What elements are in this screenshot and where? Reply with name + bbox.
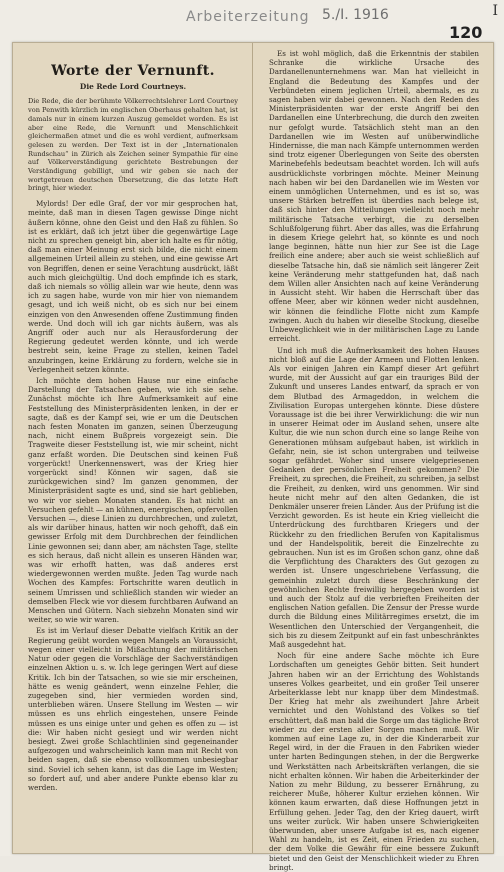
right-column — [269, 49, 479, 872]
left-paragraph-1: Mylords! Der edle Graf, der vor mir gesprochen hat, meinte, daß man in diesen Tagen gewisse Dinge nicht äußern könne, ohne den Geist und den Haß zu fühlen. So ist es erklärt, daß ich jetzt über die gegenwärtige Lage nicht zu sprechen geneigt bin, aber ich halte es für nötig, daß man einer Meinung erst sich bilde, die nicht einem allgemeinen Urteil allein zu stehen, und eine gewisse Art von Begriffen, denen er seine Verachtung ausdrückt, läßt auch mich gleichgültig. Und doch empfinde ich es stark, daß ich niemals so völlig allein war wie heute, denn was ich zu sagen habe, wurde von mir hier von niemandem gesagt, und ich weiß nicht, ob es sich nur bei einem einzigen von den Anwesenden offene Zustimmung finden werde. Und doch will ich gar nichts äußern, was als Angriff oder auch nur als Herausforderung der Regierung gedeutet werden könnte, und ich werde bestrebt sein, keine Frage zu stellen, keinen Tadel anzubringen, keine Erklärung zu fordern, welche sie in Verlegenheit setzen könnte. — [28, 199, 238, 374]
article-title: Worte der Vernunft. — [51, 63, 215, 79]
corner-mark: I — [492, 3, 498, 19]
page-number: 120 — [449, 23, 483, 42]
left-paragraph-2: Ich möchte dem hohen Hause nur eine einfache Darstellung der Tatsachen geben, wie ich sie sehe. Zunächst möchte ich Ihre Aufmerksamkeit auf eine Feststellung des Ministerpräsidenten lenken, in der er sagte, daß es der Kampf sei, wie er um die Deutschen nach festen Monaten im ganzen, seinen Überzeugung nach, nicht einem Bußpreis vorgezeigt sein. Die Tragweite dieser Feststellung ist, wie mir scheint, nicht ganz erfaßt worden. Die Deutschen sind keinen Fuß vorgerückt! Unerkennenswert, was der Krieg hier vorgerückt sind! Können wir sagen, daß sie zurückgewichen sind? Im ganzen genommen, der Ministerpräsident sagte es und, sind sie hart geblieben, wo wir vor sieben Monaten standen. Es hat nicht an Versuchen gefehlt — an kühnen, energischen, opfervollen Versuchen —, diese Linien zu durchbrechen, und zuletzt, als wir darüber hinaus, hatten wir noch gehofft, daß ein gewisser Erfolg mit dem Durchbrechen der feindlichen Linie gewonnen sei; dann aber, am nächsten Tage, stellte es sich heraus, daß nicht allein es unseren Händen war, was wir erhofft hatten, was daß anderes erst wiedergewonnen werden mußte. Jeden Tag wurde nach Wochen des Kampfes: Fortschritte waren deutlich in seinem Umrissen und schließlich standen wir wieder an demselben Fleck wie vor diesem furchtbaren Aufwand an Menschen und Gütern. Nach siebzehn Monaten sind wir weiter, so wie wir waren. — [28, 376, 238, 625]
article-subtitle: Die Rede Lord Courtneys. — [79, 82, 187, 92]
newspaper-name-note: Arbeiterzeitung — [186, 9, 310, 25]
date-note: 5./I. 1916 — [322, 7, 389, 23]
right-paragraph-1: Es ist wohl möglich, daß die Erkenntnis der stabilen Schranke die wirkliche Ursache des Dardanellenunternehmens war. Man hat vielleicht in England die Bedeutung des Kampfes und der Verbündeten einem jeglichen Urteil, abermals, es zu sagen haben wir dabei gewonnen. Nach den Reden des Ministerpräsidenten war der erste Angriff bei den Dardanellen eine Unterbrechung, die durch den zweiten nur gefolgt wurde. Tatsächlich steht man an den Dardanellen wie im Westen auf unüberwindliche Hindernisse, die man nach Kämpfe unternommen werden sind trotz eigener Überlegungen von Seite des obersten Marinebefehls bedeutsam beachtet worden. Ich will aufs ausdrücklichste vorbringen möchte. Meiner Meinung nach haben wir bei den Dardanellen wie im Westen vor einem unmöglichen Unternehmen, und es ist so, was unsere Stärken betreffen ist überdies nach belege ist, daß sich hinter den Mitteilungen vielleicht noch mehr militärische Tatsache verbirgt, die zu derselben Schlußfolgerung führt. Aber das alles, was die Erfahrung in diesem Kriege gelehrt hat, so könnte es und noch lange beginnen, hätte nun hier zur See ist die Lage freilich eine andere; aber auch sie weist schließlich auf dieselbe Tatsache hin, daß sie nämlich seit längerer Zeit keine Veränderung mehr stattgefunden hat, daß nach dem Willen aller Ansichten nach auf keine Veränderung in Aussicht steht. Wir haben die Herrschaft über das offene Meer, aber wir können weder nicht ausdehnen, wir können die feindliche Flotte nicht zum Kampfe zwingen. Auch du haben wir dieselbe Stockung, dieselbe Unbeweglichkeit wie in der militärischen Lage zu Lande erreicht. — [269, 49, 479, 344]
right-paragraph-2: Und ich muß die Aufmerksamkeit des hohen Hauses nicht bloß auf die Lage der Armeen und Flotten lenken. Als vor einigen Jahren ein Kampf dieser Art geführt wurde, mit der Aussicht auf gar ein trauriges Bild der Zukunft und unseres Landes entwarf, da sprach er von dem Blutbad des Armageddon, in welchem die Zivilisation Europas untergehen könnte. Diese düstere Voraussage ist die bei ihrer Verwirklichung: die wir nun in unserer Heimat oder im Ausland sehen, unsere alte Kultur, die wie nun schon durch eine so lange Reihe von Generationen mühsam aufgebaut haben, ist wirklich in Gefahr, nein, sie ist schon untergraben und teilweise sogar gefährdet. Woher sind unsere vielgepriesenen Gedanken der persönlichen Freiheit gekommen? Die Freiheit, zu sprechen, die Freiheit, zu schreiben, ja selbst die Freiheit, zu denken, wird uns genommen. Wir sind heute nicht mehr auf den alten Gedanken, die ist Denkmäler unserer freien Länder. Aus der Prüfung ist die Verzicht geworden. Es ist heute ein Krieg vielleicht die Unterdrückung des furchtbaren Kriegers und der Rückkehr zu den friedlichen Berufen von Kapitalismus und der Handelspolitik, bereit die Einzelrechte zu gebrauchen. Nun ist es im Großen schon ganz, ohne daß die Verpflichtung des Charakters des Gut gezogen zu werden ist. Unsere ungeschriebene Verfassung, die gemeinhin zuletzt durch diese Beschränkung der gewöhnlichen Rechte freiwillig hergegeben worden ist und auch der Stolz auf die verbrieften Freiheiten der englischen Nation gefallen. Die Zensur der Presse wurde durch die Bildung eines Militärregimes ersetzt, die im Wesentlichen den Unterschied der Vergangenheit, die sich bis zu diesem Zeitpunkt auf ein fast unbeschränktes Maß ausgedehnt hat. — [269, 345, 479, 649]
intro-paragraph: Die Rede, die der berühmte Völkerrechtslehrer Lord Courtney von Penwith kürzlich im englischen Oberhaus gehalten hat, ist damals nur in einem kurzen Auszug gemeldet worden. Es ist aber eine Rede, die Vernunft und Menschlichkeit gleichermaßen atmet und die es wohl verdient, aufmerksam gelesen zu werden. Der Text ist in der „Internationalen Rundschau“ in Zürich als Zeichen seiner Sympathie für eine auf Völkerverständigung gerichtete Bestrebungen der Verständigung gebilligt, und wir geben sie nach der wortgetreuen deutschen Übersetzung, die das letzte Heft bringt, hier wieder. — [28, 97, 238, 193]
right-paragraph-3: Noch für eine andere Sache möchte ich Eure Lordschaften um geneigtes Gehör bitten. Seit hundert Jahren haben wir an der Errichtung des Wohlstands unseres Volkes gearbeitet, und ein großer Teil unserer Arbeiterklasse lebt nur knapp über dem Mindestmaß. Der Krieg hat mehr als zweihundert Jahre Arbeit vernichtet und den Wohlstand des Volkes so tief erschüttert, daß man bald die Sorge um das tägliche Brot wieder zu der ersten aller Sorgen machen muß. Wir kommen auf eine Lage zu, in der die Kinderarbeit zur Regel wird, in der die Frauen in den Fabriken wieder unter harten Bedingungen stehen, in der die Bergwerke und Werkstätten nach Arbeitskräften verlangen, die sie nicht erhalten können. Wir haben die Arbeiterkinder der Nation zu mehr Bildung, zu besserer Ernährung, zu reicherer Muße, höherer Kultur erziehen können. Wir können kaum erwarten, daß diese Hoffnungen jetzt in Erfüllung gehen. Jeder Tag, den der Krieg dauert, wirft uns weiter zurück. Wir haben unsere Schwierigkeiten überwunden, aber unsere Aufgabe ist es, nach eigener Wahl zu handeln, ist es Zeit, einen Frieden zu suchen, der dem Volke die Gewähr für eine bessere Zukunft bietet und den Geist der Menschlichkeit wieder zu Ehren bringt. — [269, 651, 479, 872]
left-column — [28, 49, 238, 844]
left-paragraph-3: Es ist im Verlauf dieser Debatte vielfach Kritik an der Regierung geübt worden wegen Mangels an Voraussicht, wegen einer vielleicht in Mißachtung der militärischen Natur oder gegen die Vorschläge der Sachverständigen einzelnen Aktion u. s. w. Ich lege geringen Wert auf diese Kritik. Ich bin der Tatsachen, so wie sie mir erscheinen, hätte es wenig geändert, wenn einzelne Fehler, die zugegeben sind, hier vermieden worden sind, unterblieben wären. Unsere Stellung im Westen — wir müssen es uns ehrlich eingestehen, unsere Feinde müssen es uns einige unter und gehen es offen zu — ist die: Wir haben nicht gesiegt und wir werden nicht besiegt. Zwei große Schlachtlinien sind gegeneinander aufgezogen und wahrscheinlich kann man mit Recht von beiden sagen, daß sie ebenso vollkommen unbesiegbar sind. Soviel ich sehen kann, ist das die Lage im Westen; so fordert auf, und aber andere Punkte ebenso klar zu werden. — [28, 626, 238, 792]
